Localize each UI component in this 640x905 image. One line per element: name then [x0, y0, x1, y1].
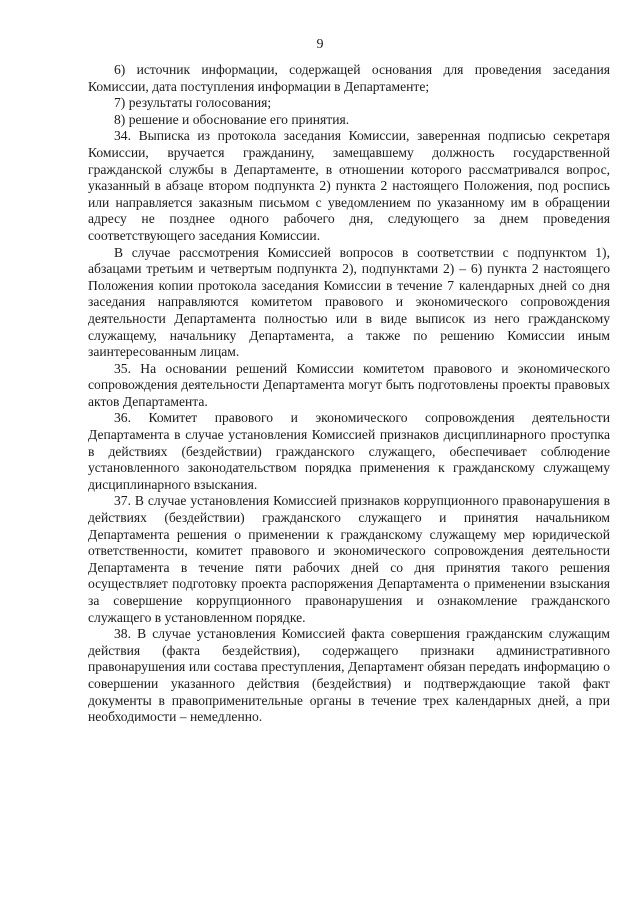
paragraph-clause-37: 37. В случае установления Комиссией признаков коррупционного правонарушения в действиях (бездействии) гражданского служащего и принятия начальником Департамента решения о применении к гражданскому служащему мер юридической ответственности, комитет правового и экономического сопровождения деятельности Департамента в течение пяти рабочих дней со дня принятия такого решения осуществляет подготовку проекта распоряжения Департамента о применении взыскания за совершение коррупционного правонарушения и ознакомление гражданского служащего в установленном порядке. [88, 493, 610, 625]
paragraph-clause-38: 38. В случае установления Комиссией факта совершения гражданским служащим действия (факта бездействия), содержащего признаки административного правонарушения или состава преступления, Департамент обязан передать информацию о совершении указанного действия (бездействия) и подтверждающие такой факт документы в правоприменительные органы в течение трех календарных дней, а при необходимости – немедленно. [88, 626, 610, 725]
paragraph-clause-34: 34. Выписка из протокола заседания Комиссии, заверенная подписью секретаря Комиссии, вручается гражданину, замещавшему должность государственной гражданской службы в Департаменте, в отношении которого рассматривался вопрос, указанный в абзаце втором подпункта 2) пункта 2 настоящего Положения, под роспись или направляется заказным письмом с уведомлением по указанному им в обращении адресу не позднее одного рабочего дня, следующего за днем проведения соответствующего заседания Комиссии. [88, 128, 610, 243]
paragraph-item-6: 6) источник информации, содержащей основания для проведения заседания Комиссии, дата поступления информации в Департаменте; [88, 62, 610, 94]
page-number: 9 [316, 37, 324, 52]
paragraph-clause-36: 36. Комитет правового и экономического сопровождения деятельности Департамента в случае установления Комиссией признаков дисциплинарного проступка в действиях (бездействии) гражданского служащего, обеспечивает соблюдение установленного законодательством порядка применения к гражданскому служащему дисциплинарного взыскания. [88, 410, 610, 492]
document-body [88, 62, 610, 726]
paragraph-clause-34-continued: В случае рассмотрения Комиссией вопросов в соответствии с подпунктом 1), абзацами третьим и четвертым подпункта 2), подпунктами 2) – 6) пункта 2 настоящего Положения копии протокола заседания Комиссии в течение 7 календарных дней со дня заседания направляются комитетом правового и экономического сопровождения деятельности Департамента полностью или в виде выписок из него гражданскому служащему, начальнику Департамента, а также по решению Комиссии иным заинтересованным лицам. [88, 244, 610, 360]
paragraph-item-7: 7) результаты голосования; [114, 95, 272, 111]
paragraph-item-8: 8) решение и обоснование его принятия. [114, 111, 350, 127]
paragraph-clause-35: 35. На основании решений Комиссии комитетом правового и экономического сопровождения деятельности Департамента могут быть подготовлены проекты правовых актов Департамента. [88, 360, 610, 409]
